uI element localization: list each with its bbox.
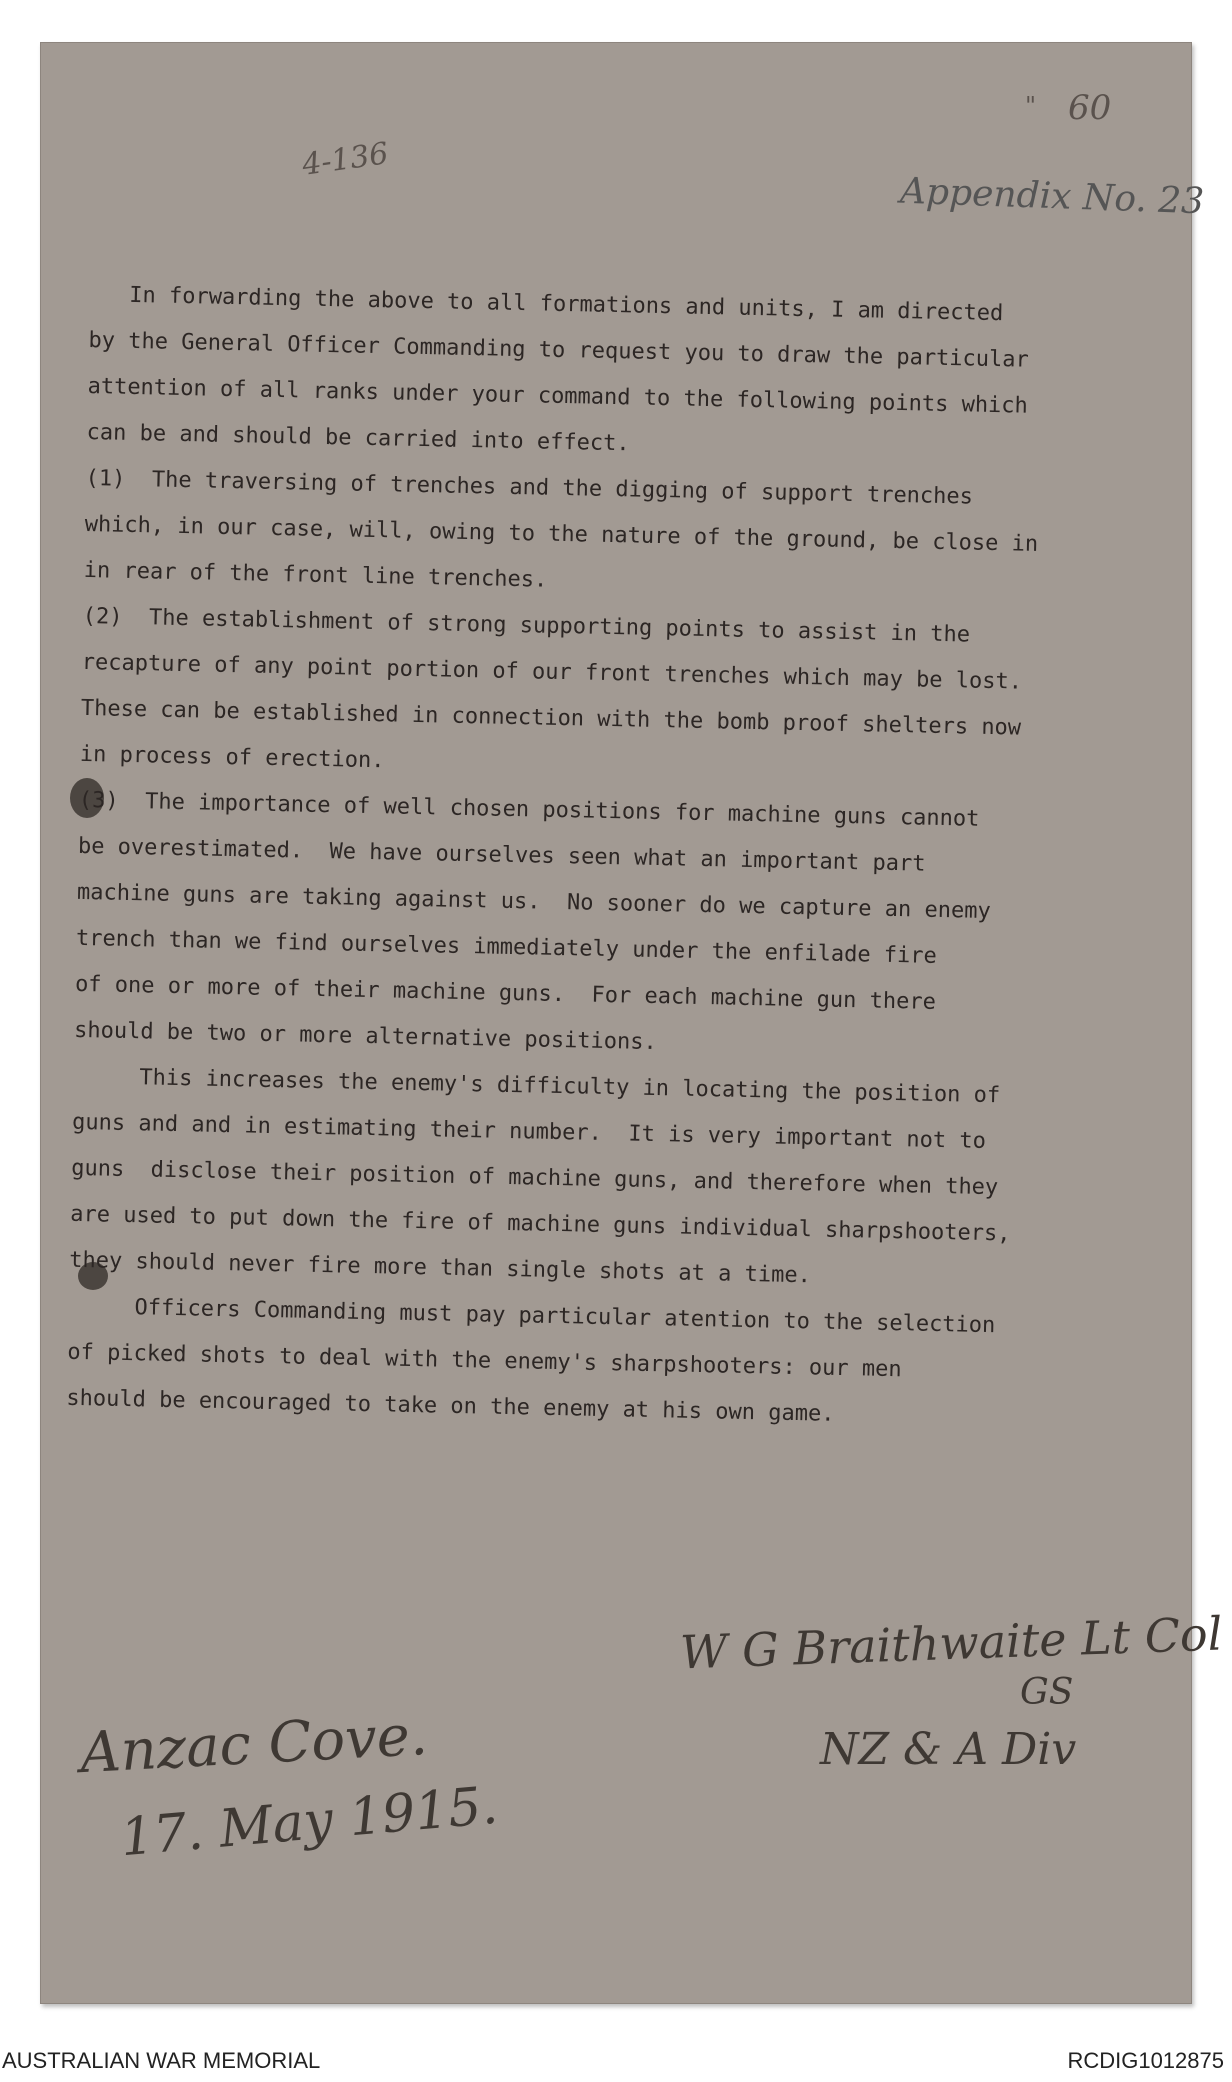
archive-name: AUSTRALIAN WAR MEMORIAL — [2, 2048, 321, 2073]
signature-unit: NZ & A Div — [820, 1724, 1077, 1775]
signature: W G Braithwaite Lt Col — [679, 1606, 1224, 1680]
letter-line: trench than we find ourselves immediately under the enfilade fire — [75, 925, 938, 969]
signature-sub: GS — [1020, 1672, 1074, 1713]
ditto-mark: " — [1025, 92, 1037, 120]
letter-line: These can be established in connection with the bomb proof shelters now — [80, 695, 1022, 741]
letter-line: of one or more of their machine guns. For each machine gun there — [74, 971, 937, 1015]
letter-line: (3) The importance of well chosen positions for machine guns cannot — [78, 787, 980, 832]
appendix-label: Appendix No. 23 — [899, 170, 1205, 223]
letter-line: in rear of the front line trenches. — [83, 557, 548, 593]
letter-line: which, in our case, will, owing to the nature of the ground, be close in — [84, 511, 1039, 557]
letter-line: guns disclose their position of machine guns, and therefore when they — [70, 1155, 999, 1201]
letter-line: in process of erection. — [79, 741, 385, 774]
date-line: 17. May 1915. — [118, 1775, 501, 1869]
letter-line: machine guns are taking against us. No sooner do we capture an enemy — [76, 879, 991, 925]
document-sheet — [40, 42, 1224, 2004]
letter-line: of picked shots to deal with the enemy's sharpshooters: our men — [67, 1339, 902, 1383]
letter-line: by the General Officer Commanding to request you to draw the particular — [88, 327, 1030, 373]
letter-line: should be encouraged to take on the enemy at his own game. — [66, 1385, 835, 1427]
letter-line: recapture of any point portion of our front trenches which may be lost. — [81, 649, 1023, 695]
archive-reference-id: RCDIG1012875 — [1067, 2048, 1224, 2073]
letter-line: they should never fire more than single shots at a time. — [69, 1247, 812, 1289]
letter-line: can be and should be carried into effect. — [86, 419, 630, 457]
handwritten-reference-number: 4-136 — [299, 136, 391, 183]
letter-body — [66, 272, 1170, 1444]
letter-line: This increases the enemy's difficulty in locating the position of — [72, 1063, 1001, 1109]
letter-line: guns and and in estimating their number. It is very important not to — [71, 1109, 987, 1154]
letter-line: Officers Commanding must pay particular atention to the selection — [68, 1293, 996, 1339]
letter-line: be overestimated. We have ourselves seen what an important part — [77, 833, 926, 877]
letter-line: are used to put down the fire of machine guns individual sharpshooters, — [69, 1201, 1011, 1247]
letter-line: attention of all ranks under your command to the following points which — [87, 373, 1029, 419]
letter-line: (2) The establishment of strong supporting points to assist in the — [82, 603, 971, 648]
letter-line: In forwarding the above to all formations and units, I am directed — [89, 281, 1004, 327]
letter-line: (1) The traversing of trenches and the digging of support trenches — [85, 465, 974, 510]
place-line: Anzac Cove. — [78, 1702, 430, 1787]
handwritten-page-number: 60 — [1068, 88, 1112, 128]
letter-line: should be two or more alternative positions. — [73, 1017, 658, 1056]
